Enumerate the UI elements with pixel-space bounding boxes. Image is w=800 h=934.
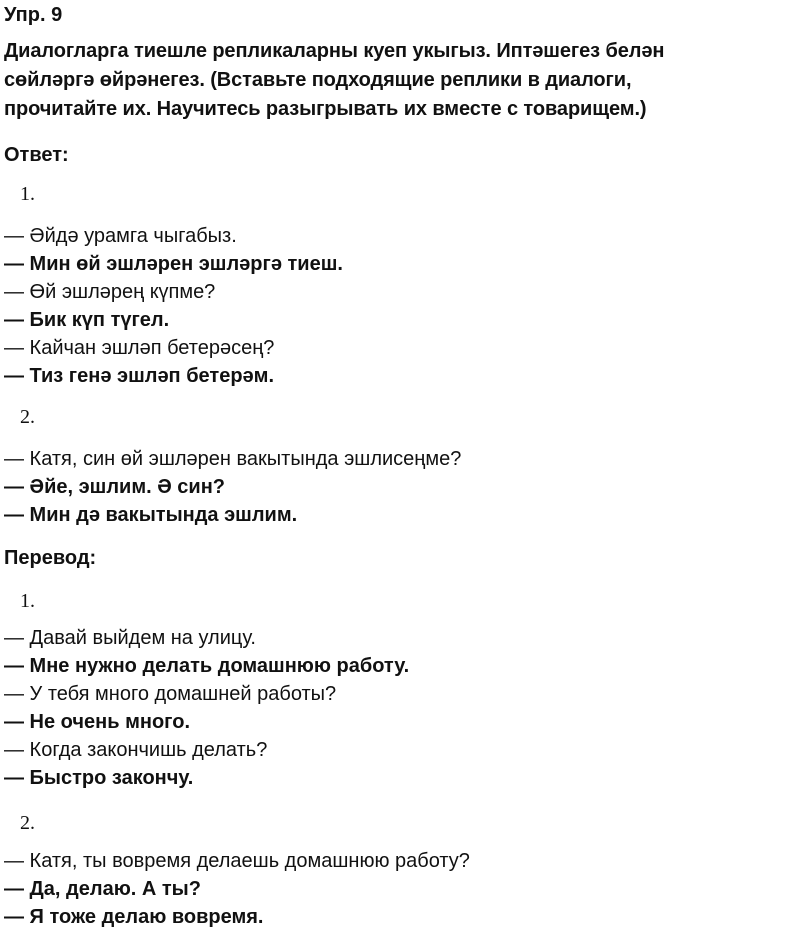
dialog-line: — Да, делаю. А ты? bbox=[4, 878, 201, 900]
translation-title: Перевод: bbox=[4, 547, 97, 569]
task-instructions bbox=[4, 37, 800, 124]
dialog-line: — Когда закончишь делать? bbox=[4, 739, 268, 761]
task-line: прочитайте их. Научитесь разыгрывать их вместе с товарищем.) bbox=[4, 98, 647, 120]
dialog-line: — Өй эшләрең күпме? bbox=[4, 281, 216, 303]
answer-title: Ответ: bbox=[4, 144, 69, 166]
dialog-line: — Катя, син өй эшләрен вакытында эшлисеңме? bbox=[4, 448, 462, 470]
answer-dialog-1-number: 1. bbox=[20, 183, 35, 205]
dialog-line: — У тебя много домашней работы? bbox=[4, 683, 337, 705]
dialog-line: — Катя, ты вовремя делаешь домашнюю работу? bbox=[4, 850, 470, 872]
task-line: Диалогларга тиешле репликаларны куеп укыгыз. Иптәшегез белән bbox=[4, 40, 665, 62]
dialog-line: — Кайчан эшләп бетерәсең? bbox=[4, 337, 275, 359]
dialog-line: — Мин өй эшләрен эшләргә тиеш. bbox=[4, 253, 343, 275]
dialog-line: — Бик күп түгел. bbox=[4, 309, 170, 331]
translation-dialog-2-number: 2. bbox=[20, 812, 35, 834]
dialog-line: — Я тоже делаю вовремя. bbox=[4, 906, 264, 928]
exercise-title: Упр. 9 bbox=[4, 4, 63, 26]
translation-dialog-1-number: 1. bbox=[20, 590, 35, 612]
dialog-line: — Әйдә урамга чыгабыз. bbox=[4, 225, 237, 247]
dialog-line: — Мин дә вакытында эшлим. bbox=[4, 504, 298, 526]
dialog-line: — Давай выйдем на улицу. bbox=[4, 627, 256, 649]
dialog-line: — Быстро закончу. bbox=[4, 767, 194, 789]
dialog-line: — Мне нужно делать домашнюю работу. bbox=[4, 655, 410, 677]
dialog-line: — Әйе, эшлим. Ә син? bbox=[4, 476, 226, 498]
task-line: сөйләргә өйрәнегез. (Вставьте подходящие реплики в диалоги, bbox=[4, 69, 632, 91]
dialog-line: — Не очень много. bbox=[4, 711, 190, 733]
answer-dialog-2-number: 2. bbox=[20, 406, 35, 428]
dialog-line: — Тиз генә эшләп бетерәм. bbox=[4, 365, 275, 387]
